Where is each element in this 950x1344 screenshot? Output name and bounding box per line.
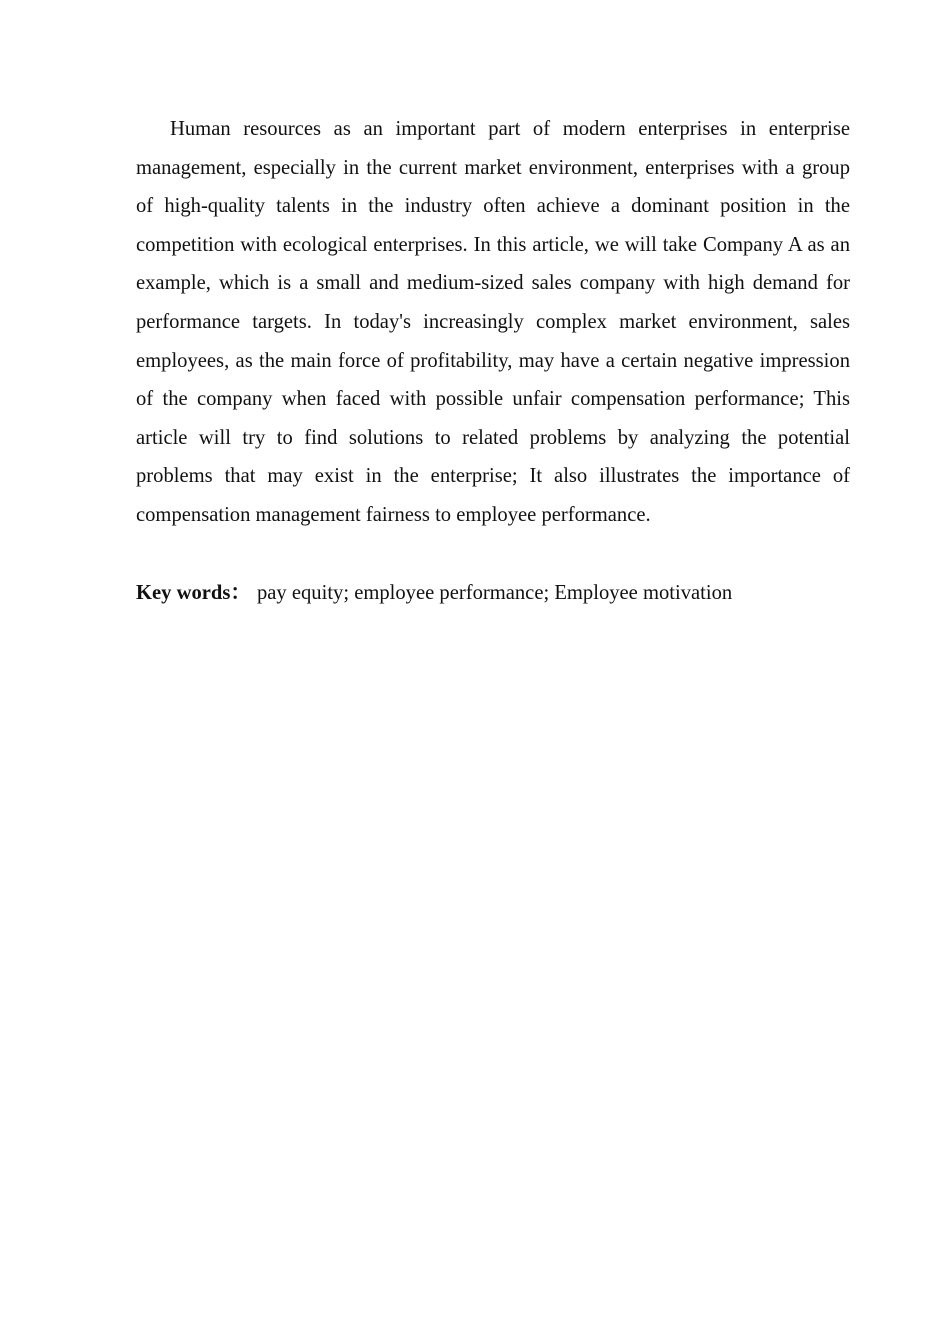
- keywords-value: pay equity; employee performance; Employee motivation: [256, 581, 733, 604]
- keywords-label: Key words: [136, 581, 231, 604]
- abstract-section: [136, 110, 850, 612]
- keywords-line: [136, 574, 850, 613]
- abstract-paragraph: Human resources as an important part of modern enterprises in enterprise management, especially in the current market environment, enterprises with a group of high-quality talents in the industry often achieve a dominant position in the competition with ecological enterprises. In this article, we will take Company A as an example, which is a small and medium-sized sales company with high demand for performance targets. In today's increasingly complex market environment, sales employees, as the main force of profitability, may have a certain negative impression of the company when faced with possible unfair compensation performance; This article will try to find solutions to related problems by analyzing the potential problems that may exist in the enterprise; It also illustrates the importance of compensation management fairness to employee performance.: [136, 118, 850, 526]
- keywords-separator: ：: [230, 581, 251, 604]
